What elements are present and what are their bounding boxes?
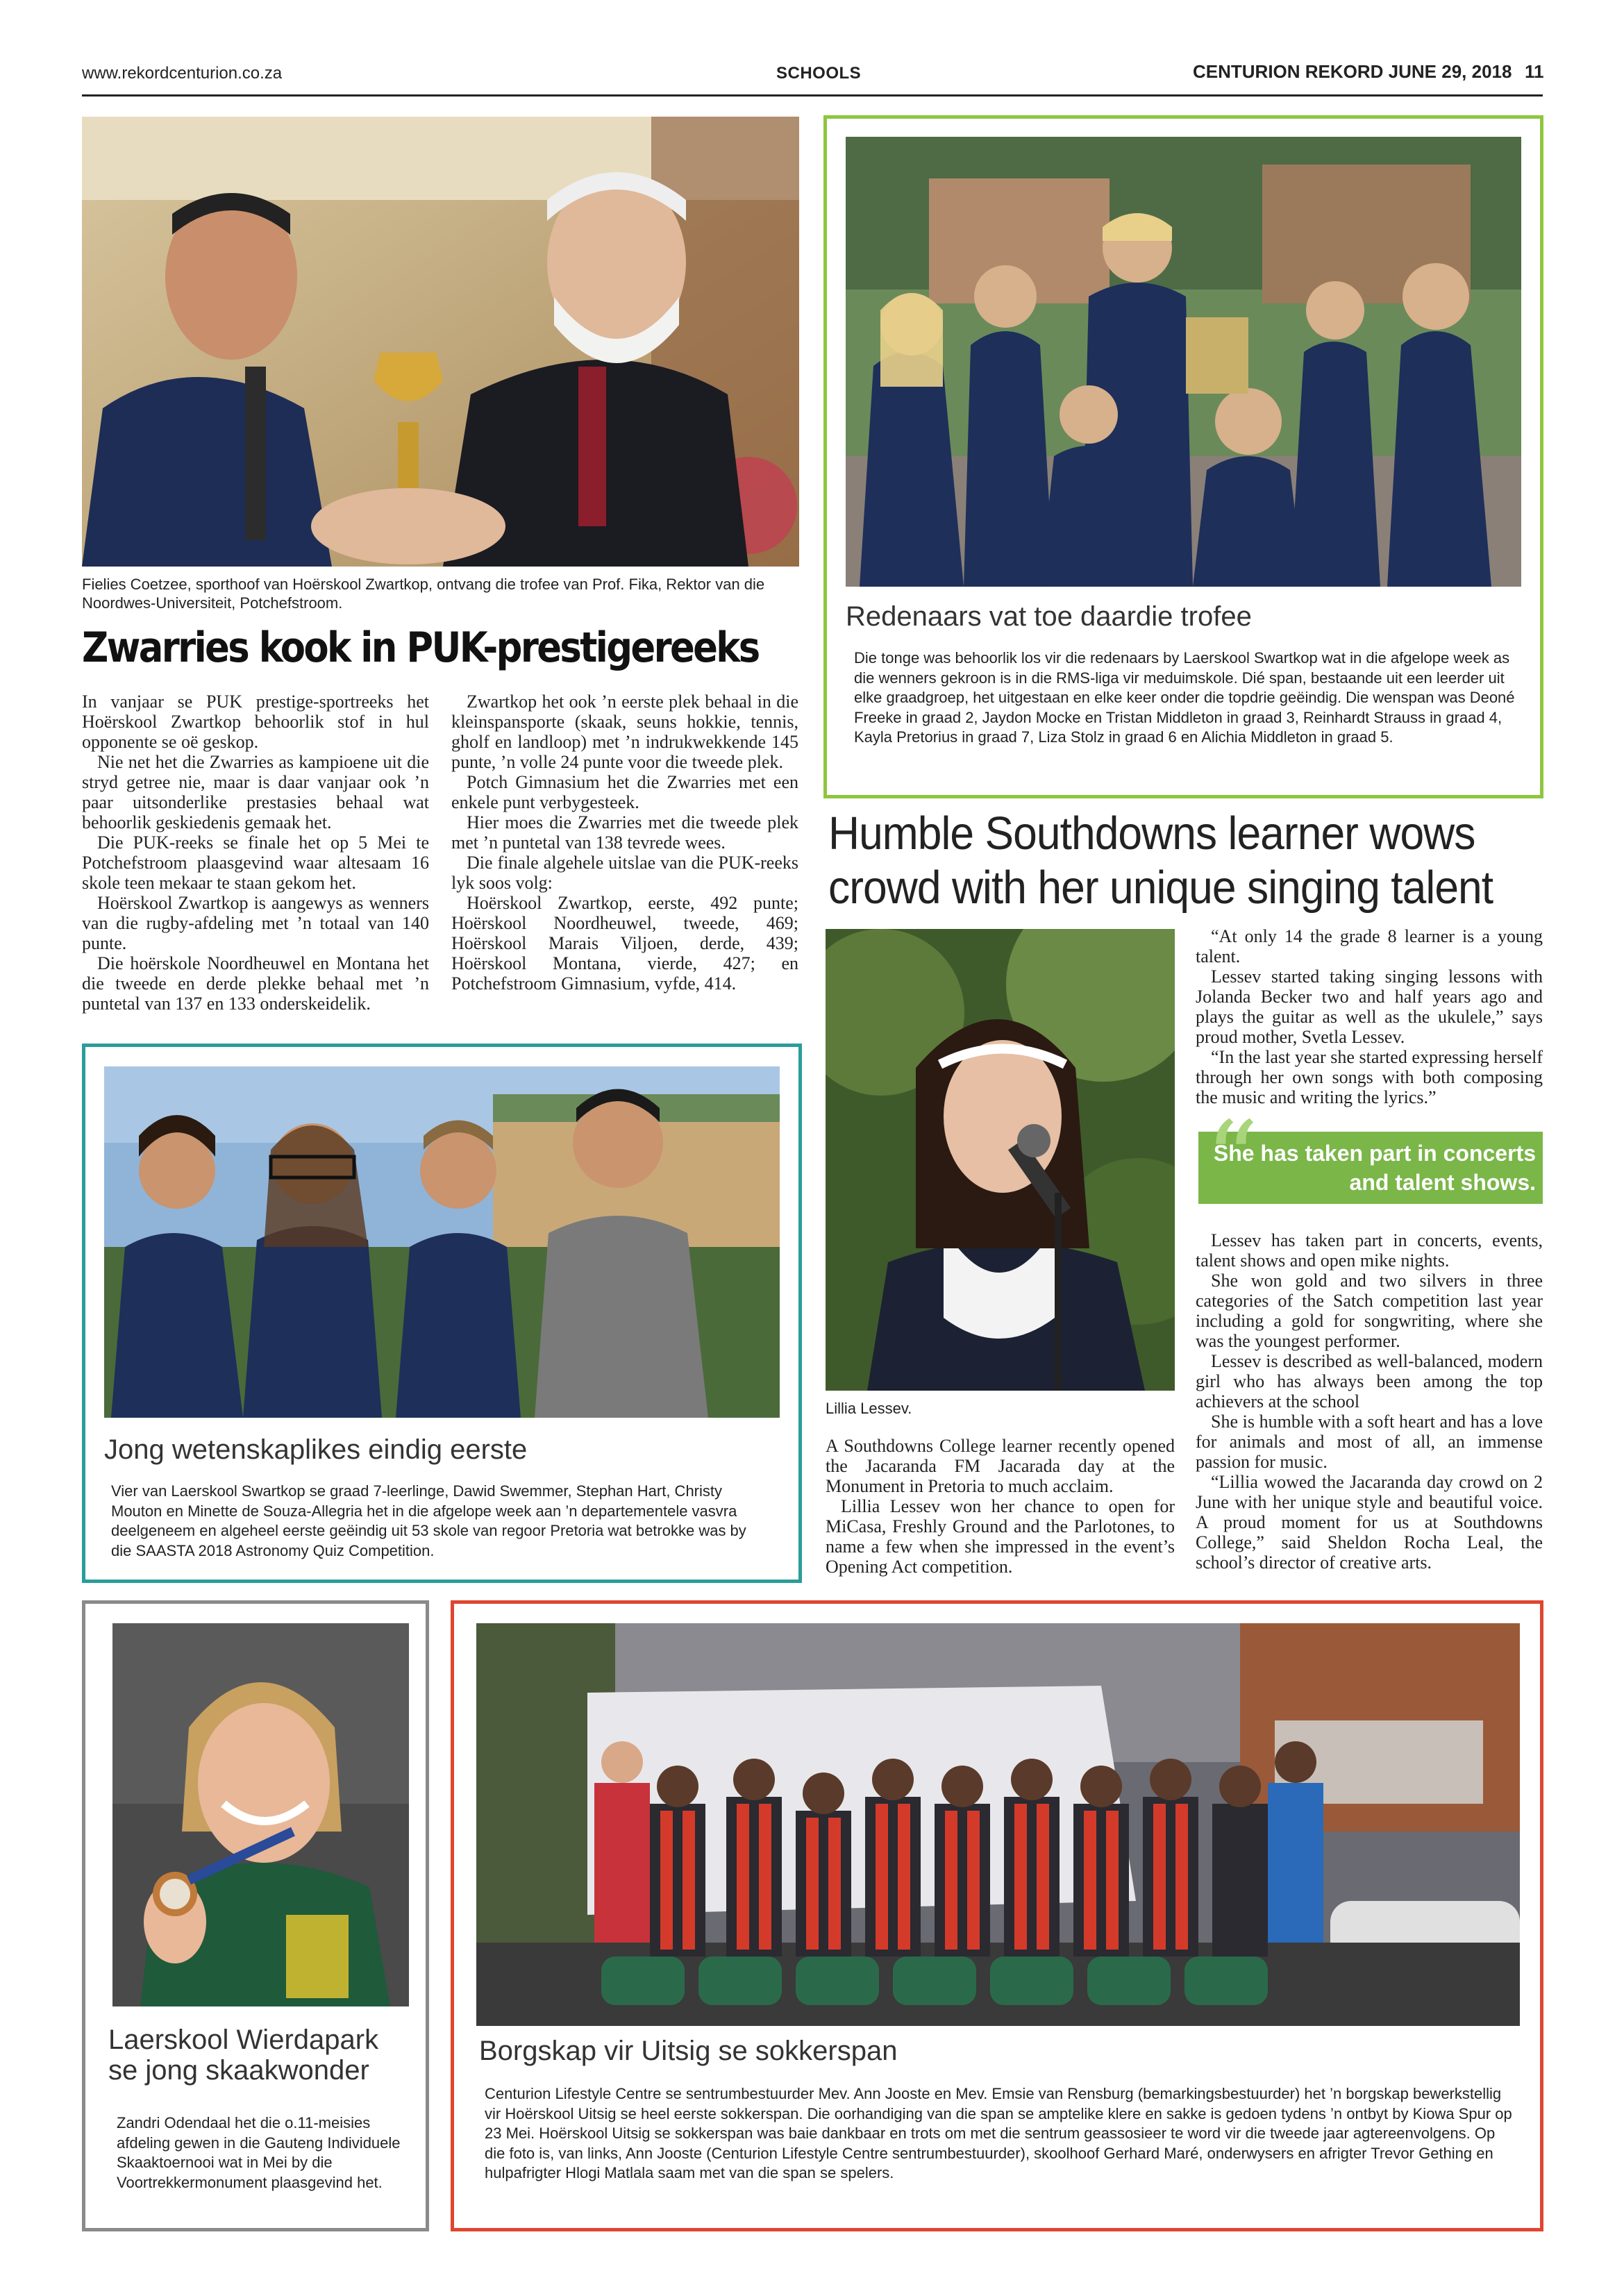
trophy-photo-caption: Fielies Coetzee, sporthoof van Hoërskool Zwartkop, ontvang die trofee van Prof. Fika, Rektor van die Noordwes-Universiteit, Potchefstroom. <box>82 576 765 612</box>
paragraph: “Lillia wowed the Jacaranda day crowd on 2 June with her unique style and beautiful voice. A proud moment for us at Southdowns College,” said Sheldon Rocha Leal, the school’s director of creative arts. <box>1196 1472 1543 1573</box>
redenaars-title: Redenaars vat toe daardie trofee <box>846 601 1252 632</box>
paragraph: “At only 14 the grade 8 learner is a young talent. <box>1196 926 1543 966</box>
paragraph: Die PUK-reeks se finale het op 5 Mei te Potchefstroom plaasgevind waar altesaam 16 skole teen mekaar te staan gekom het. <box>82 832 429 893</box>
puk-column-1 <box>82 692 429 1014</box>
paragraph: “In the last year she started expressing herself through her own songs with both composing the music and writing the lyrics.” <box>1196 1047 1543 1107</box>
paragraph: She is humble with a soft heart and has a love for animals and most of all, an immense passion for music. <box>1196 1411 1543 1472</box>
paragraph: Potch Gimnasium het die Zwarries met een enkele punt verbygesteek. <box>451 772 798 812</box>
sokker-title: Borgskap vir Uitsig se sokkerspan <box>479 2036 898 2066</box>
sokker-caption: Centurion Lifestyle Centre se sentrumbestuurder Mev. Ann Jooste en Mev. Emsie van Rensburg (bemarkingsbestuurder) het ’n borgskap bewerkstellig vir Hoërskool Uitsig se heel eerste sokkerspan. Die oorhandiging van die span se amptelike klere en sakke is gedoen tydens ’n ontbyt by Kiowa Spur op 23 Mei. Hoërskool Uitsig se sokkerspan was baie dankbaar en trots om met die sentrum geassosieer te word vir die tweede jaar agtereenvolgens. Op die foto is, van links, Ann Jooste (Centurion Lifestyle Centre sentrumbestuurder), skoolhoof Gerhard Maré, onderwysers en afrigter Trevor Gething en hulpafrigter Hlogi Matlala saam met van die span se spelers. <box>485 2085 1512 2181</box>
paragraph: Hoërskool Zwartkop is aangewys as wenners van die rugby-afdeling met ’n totaal van 140 punte. <box>82 893 429 953</box>
trophy-handover-photo <box>82 117 799 567</box>
paragraph: Lessev is described as well-balanced, modern girl who has always been among the top achievers at the school <box>1196 1351 1543 1411</box>
skaak-caption: Zandri Odendaal het die o.11-meisies afdeling gewen in die Gauteng Individuele Skaaktoernooi wat in Mei by die Voortrekkermonument plaasgevind het. <box>117 2114 401 2191</box>
paragraph: Die finale algehele uitslae van die PUK-reeks lyk soos volg: <box>451 853 798 893</box>
paragraph: She won gold and two silvers in three categories of the Satch competition last year including a gold for songwriting, where she was the youngest performer. <box>1196 1271 1543 1351</box>
redenaars-caption: Die tonge was behoorlik los vir die redenaars by Laerskool Swartkop wat in die afgelope week as die wenners gekroon is in die RMS-liga vir meduimskole. Dié span, bestaande uit een leerder uit elke graadgroep, het uitgestaan en elke keer onder die topdrie geëindig. Die wenspan was Deoné Freeke in graad 2, Jaydon Mocke en Tristan Middleton in graad 3, Reinhardt Strauss in graad 4, Kayla Pretorius in graad 7, Liza Stolz in graad 6 en Alichia Middleton in graad 5. <box>854 649 1515 746</box>
southdowns-column-1 <box>826 1436 1175 1577</box>
paragraph: Lessev started taking singing lessons with Jolanda Becker two and half years ago and plays the guitar as well as the ukulele,” says proud mother, Svetla Lessev. <box>1196 966 1543 1047</box>
skaak-photo <box>112 1623 409 2006</box>
pull-quote-text: She has taken part in concerts and talent shows. <box>1213 1141 1536 1195</box>
paragraph: Hier moes die Zwarries met die tweede plek met ’n puntetal van 138 tevrede wees. <box>451 812 798 853</box>
paragraph: A Southdowns College learner recently opened the Jacaranda FM Jacarada day at the Monument in Pretoria to much acclaim. <box>826 1436 1175 1496</box>
paragraph: Lillia Lessev won her chance to open for MiCasa, Freshly Ground and the Parlotones, to name a few when she impressed in the event’s Opening Act competition. <box>826 1496 1175 1577</box>
puk-headline: Zwarries kook in PUK-prestigereeks <box>82 623 759 672</box>
paragraph: Zwartkop het ook ’n eerste plek behaal in die kleinspansporte (skaak, seuns hokkie, tennis, gholf en landloop) met ’n indrukwekkende 145 punte, ’n volle 24 punte voor die tweede plek. <box>451 692 798 772</box>
paragraph: In vanjaar se PUK prestige-sportreeks het Hoërskool Zwartkop behoorlik stof in hul opponente se oë geskop. <box>82 692 429 752</box>
redenaars-photo <box>846 137 1521 587</box>
paragraph: Die hoërskole Noordheuwel en Montana het die tweede en derde plekke behaal met ’n puntetal van 137 en 133 onderskeidelik. <box>82 953 429 1014</box>
header-section: SCHOOLS <box>776 64 862 83</box>
skaak-title: Laerskool Wierdapark se jong skaakwonder <box>108 2025 379 2086</box>
sokker-photo <box>476 1623 1520 2026</box>
lillia-photo-caption: Lillia Lessev. <box>826 1400 912 1417</box>
paragraph: Nie net het die Zwarries as kampioene uit die stryd getree nie, maar is daar vanjaar ook ’n paar uitsonderlike prestasies behaal wat behoorlik geskiedenis gemaak het. <box>82 752 429 832</box>
header-publication: CENTURION REKORD JUNE 29, 2018 <box>1193 61 1512 82</box>
puk-column-2 <box>451 692 798 994</box>
wetenskaplikes-photo <box>104 1066 780 1418</box>
paragraph: Hoërskool Zwartkop, eerste, 492 punte; Hoërskool Noordheuwel, tweede, 469; Hoërskool Marais Viljoen, derde, 439; Hoërskool Montana, vierde, 427; en Potchefstroom Gimnasium, vyfde, 414. <box>451 893 798 994</box>
header-website[interactable]: www.rekordcenturion.co.za <box>82 64 283 83</box>
wetenskaplikes-title: Jong wetenskaplikes eindig eerste <box>104 1434 528 1465</box>
pull-quote <box>1198 1100 1543 1221</box>
header-page-number: 11 <box>1525 61 1544 82</box>
paragraph: Lessev has taken part in concerts, events, talent shows and open mike nights. <box>1196 1230 1543 1271</box>
southdowns-headline: Humble Southdowns learner wows crowd with her unique singing talent <box>828 807 1493 914</box>
lillia-lessev-photo <box>826 929 1175 1391</box>
header-rule <box>82 94 1543 97</box>
quote-mark-icon: “ <box>1205 1100 1259 1221</box>
wetenskaplikes-caption: Vier van Laerskool Swartkop se graad 7-leerlinge, Dawid Swemmer, Stephan Hart, Christy Mouton en Minette de Souza-Allegria het in die afgelope week aan ’n departementele vasvra deelgeneem en algeheel eerste geëindig uit 53 skole van regoor Pretoria wat betrokke was by die SAASTA 2018 Astronomy Quiz Competition. <box>111 1482 746 1559</box>
southdowns-column-2-top <box>1196 926 1543 1107</box>
southdowns-column-2-bottom <box>1196 1230 1543 1573</box>
